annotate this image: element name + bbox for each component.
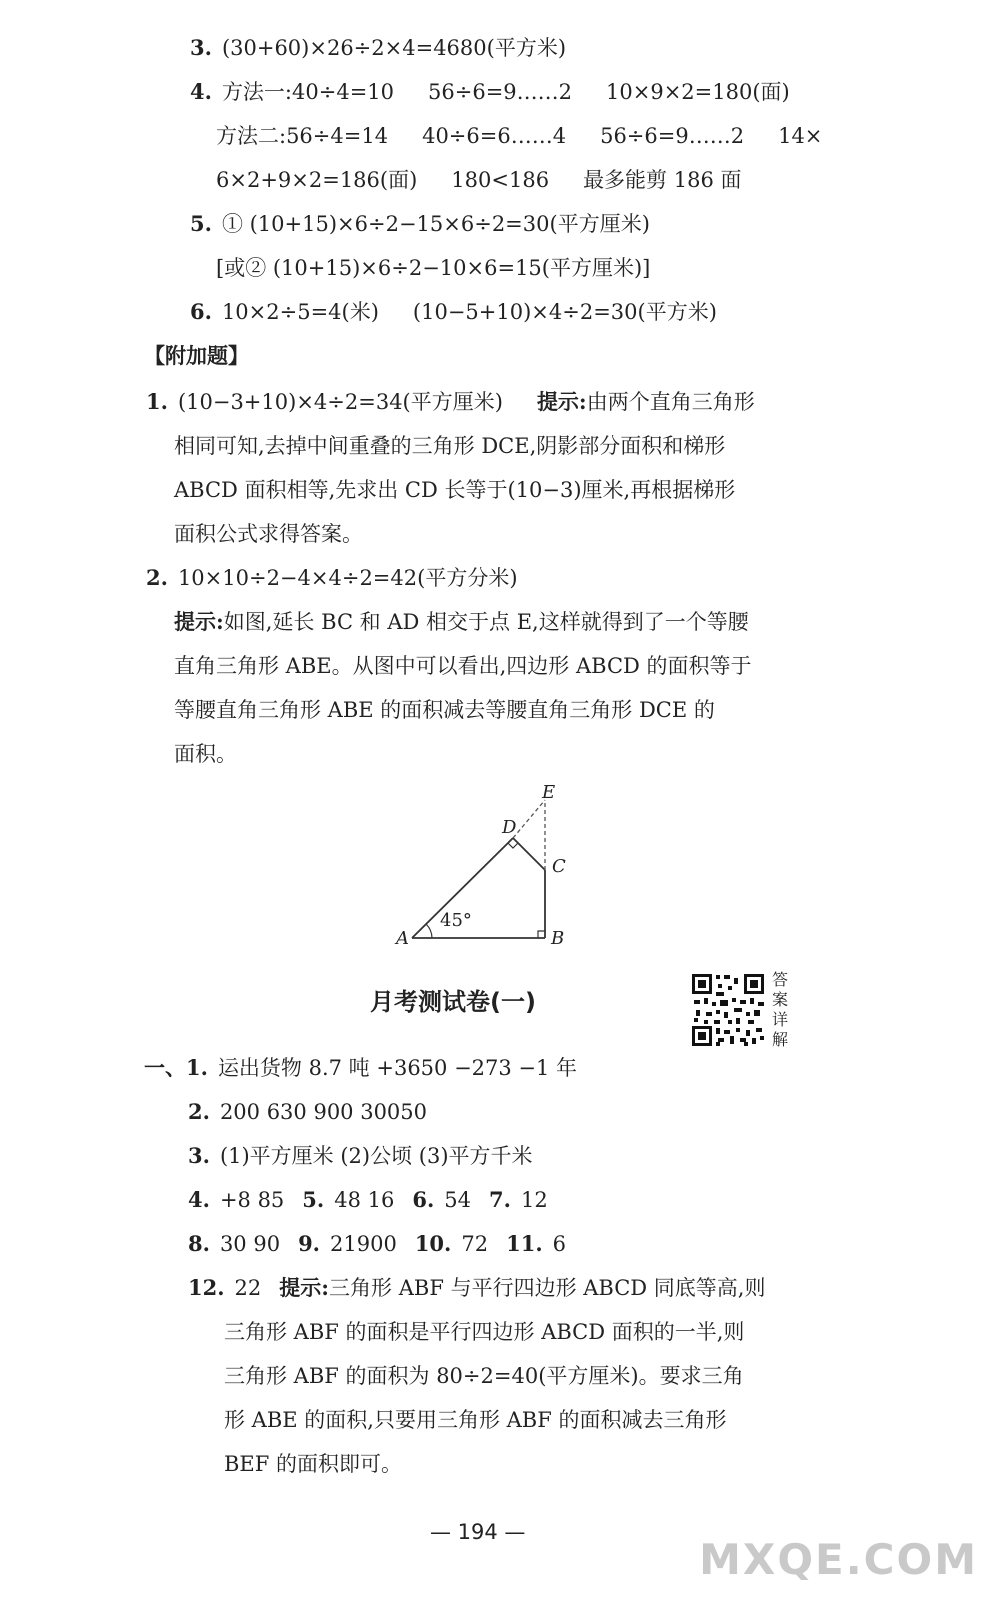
answer-text: 30 90: [219, 1232, 281, 1256]
answer-text: 10×10÷2−4×4÷2=42(平方分米): [177, 566, 518, 590]
answer-text: 方法一:40÷4=10: [221, 80, 395, 104]
item-number: 7.: [489, 1187, 511, 1212]
answer-text: (30+60)×26÷2×4=4680(平方米): [221, 36, 567, 60]
answer-text: 12: [520, 1188, 548, 1212]
watermark: MXQE.COM: [699, 1535, 978, 1584]
qr-label: 答案详解: [772, 970, 789, 1049]
answer-text: 200 630 900 30050: [219, 1100, 428, 1124]
item-number: 9.: [298, 1231, 320, 1256]
extra-q2-line4: 面积。: [174, 742, 237, 766]
extra-q2-line2: 直角三角形 ABE。从图中可以看出,四边形 ABCD 的面积等于: [174, 654, 752, 678]
exam-row-5: [188, 1230, 566, 1258]
exam-row-12-line5: BEF 的面积即可。: [224, 1452, 403, 1476]
hint-text: 由两个直角三角形: [586, 390, 755, 414]
answer-text: 6×2+9×2=186(面): [216, 168, 418, 192]
answer-text: 21900: [330, 1232, 397, 1256]
extra-q2-hint: [174, 608, 749, 636]
answer-text: [或② (10+15)×6÷2−10×6=15(平方厘米)]: [216, 256, 651, 280]
section-number: 一、: [144, 1055, 186, 1080]
answer-text: 48 16: [334, 1188, 395, 1212]
answer-text: (10−3+10)×4÷2=34(平方厘米): [177, 390, 503, 414]
answer-text: ① (10+15)×6÷2−15×6÷2=30(平方厘米): [221, 212, 650, 236]
page-number: — 194 —: [430, 1520, 526, 1544]
item-number: 1.: [186, 1055, 208, 1080]
answer-text: 22: [234, 1276, 262, 1300]
extra-q1-line4: 面积公式求得答案。: [174, 522, 363, 546]
extension-de: [513, 800, 545, 838]
exam-title: 月考测试卷(一): [370, 988, 536, 1016]
answer-text: (1)平方厘米 (2)公顷 (3)平方千米: [219, 1144, 533, 1168]
answer-text: 最多能剪 186 面: [583, 168, 742, 192]
vertex-label-c: C: [552, 856, 566, 877]
answer-text: 10×2÷5=4(米): [221, 300, 379, 324]
answer-text: 方法二:56÷4=14: [216, 124, 389, 148]
section-heading-extra: 【附加题】: [144, 343, 249, 368]
answer-6: [190, 298, 717, 326]
answer-text: 72: [461, 1232, 489, 1256]
item-number: 10.: [414, 1231, 452, 1256]
exam-row-12-line2: 三角形 ABF 的面积是平行四边形 ABCD 面积的一半,则: [224, 1320, 745, 1344]
answer-4-line2: [216, 122, 822, 150]
hint-text: 如图,延长 BC 和 AD 相交于点 E,这样就得到了一个等腰: [223, 610, 749, 634]
exam-row-1: [144, 1054, 577, 1082]
answer-text: 180<186: [451, 168, 550, 192]
extra-q1-line3: ABCD 面积相等,先求出 CD 长等于(10−3)厘米,再根据梯形: [174, 478, 736, 502]
answer-text: 14×: [778, 124, 823, 148]
item-number: 1.: [146, 389, 168, 414]
right-angle-d: [508, 843, 518, 848]
answer-text: 54: [444, 1188, 472, 1212]
item-number: 4.: [188, 1187, 210, 1212]
vertex-label-b: B: [551, 928, 565, 949]
extra-q2-line1: [146, 564, 518, 592]
exam-row-12-line3: 三角形 ABF 的面积为 80÷2=40(平方厘米)。要求三角: [224, 1364, 744, 1388]
hint-label: 提示:: [279, 1275, 330, 1300]
angle-label: 45°: [440, 910, 472, 931]
item-number: 5.: [302, 1187, 325, 1212]
geometry-figure: [390, 780, 590, 955]
right-angle-b: [538, 931, 545, 938]
answer-5-alt: [216, 254, 650, 282]
item-number: 3.: [188, 1143, 210, 1168]
answer-3: [190, 34, 566, 62]
extra-q1-line2: 相同可知,去掉中间重叠的三角形 DCE,阴影部分面积和梯形: [174, 434, 726, 458]
angle-arc-a: [426, 924, 432, 938]
answer-text: 10×9×2=180(面): [606, 80, 790, 104]
item-number: 5.: [190, 211, 212, 236]
answer-text: +8 85: [219, 1188, 285, 1212]
item-number: 8.: [188, 1231, 210, 1256]
item-number: 2.: [188, 1099, 210, 1124]
exam-row-3: [188, 1142, 533, 1170]
exam-row-12-line4: 形 ABE 的面积,只要用三角形 ABF 的面积减去三角形: [224, 1408, 727, 1432]
exam-row-4: [188, 1186, 548, 1214]
item-number: 12.: [188, 1275, 225, 1300]
answer-4-line1: [190, 78, 790, 106]
item-number: 3.: [190, 35, 212, 60]
vertex-label-d: D: [502, 817, 517, 838]
answer-4-line3: [216, 166, 742, 194]
hint-text: 三角形 ABF 与平行四边形 ABCD 同底等高,则: [329, 1276, 766, 1300]
item-number: 4.: [190, 79, 212, 104]
answer-5: [190, 210, 650, 238]
item-number: 6.: [412, 1187, 435, 1212]
answer-text: (10−5+10)×4÷2=30(平方米): [412, 300, 717, 324]
vertex-label-e: E: [542, 782, 556, 803]
extra-q1-line1: [146, 388, 755, 416]
qr-code[interactable]: [690, 972, 766, 1048]
answer-text: 运出货物 8.7 吨 +3650 −273 −1 年: [217, 1056, 578, 1080]
item-number: 11.: [506, 1231, 543, 1256]
item-number: 6.: [190, 299, 212, 324]
answer-text: 56÷6=9……2: [428, 80, 573, 104]
extra-q2-line3: 等腰直角三角形 ABE 的面积减去等腰直角三角形 DCE 的: [174, 698, 715, 722]
exam-row-12: [188, 1274, 765, 1302]
exam-row-2: [188, 1098, 427, 1126]
answer-text: 6: [552, 1232, 567, 1256]
hint-label: 提示:: [174, 609, 224, 634]
vertex-label-a: A: [396, 928, 409, 949]
item-number: 2.: [146, 565, 168, 590]
answer-text: 40÷6=6……4: [422, 124, 567, 148]
answer-text: 56÷6=9……2: [600, 124, 745, 148]
hint-label: 提示:: [536, 389, 587, 414]
